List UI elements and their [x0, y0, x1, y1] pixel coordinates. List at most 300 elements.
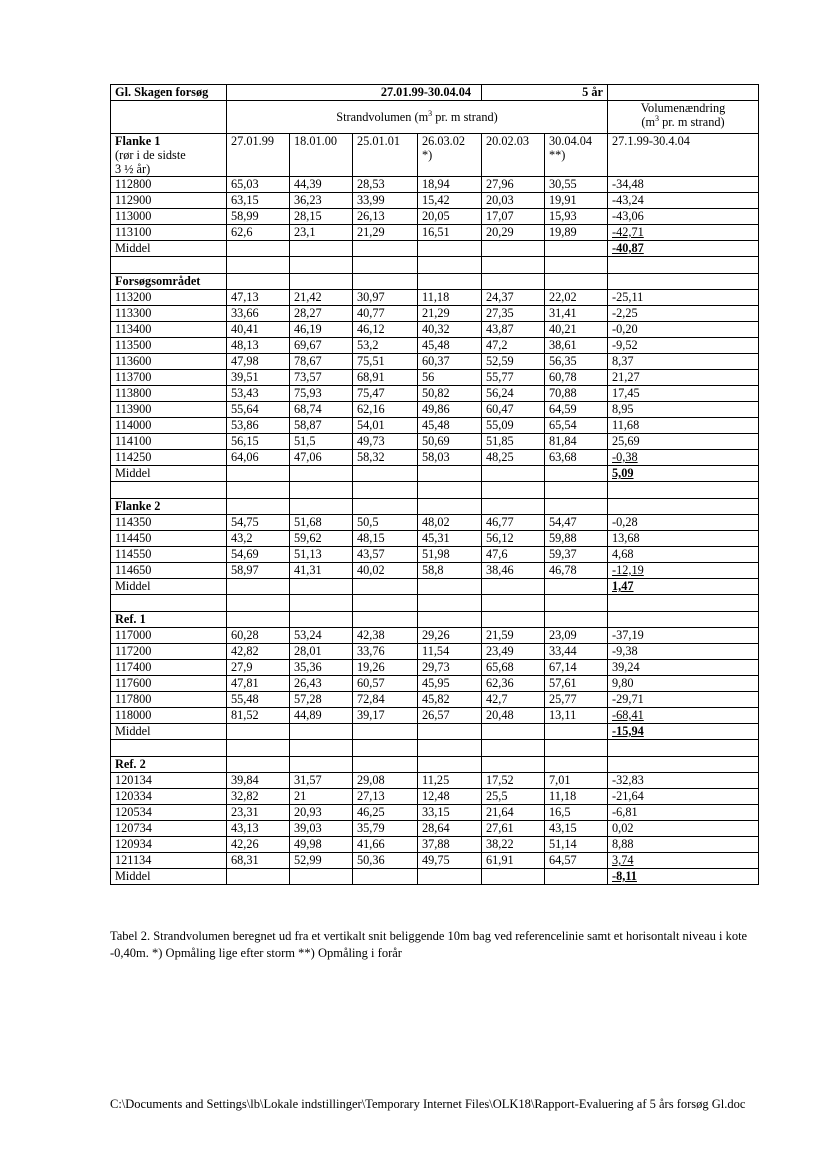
- volume-value: 55,48: [227, 692, 290, 708]
- volume-value: 58,87: [290, 418, 353, 434]
- volume-value: 45,82: [418, 692, 482, 708]
- table-title-row: [111, 85, 759, 101]
- volume-value: 41,31: [290, 563, 353, 579]
- volume-value: 28,27: [290, 306, 353, 322]
- empty-cell: [545, 579, 608, 595]
- volume-value: 54,47: [545, 515, 608, 531]
- empty-cell: [290, 612, 353, 628]
- empty-cell: [227, 241, 290, 257]
- date-column-header: 20.02.03: [482, 134, 545, 177]
- section-title: Forsøgsområdet: [111, 274, 227, 290]
- mean-value: -40,87: [608, 241, 759, 257]
- volume-value: 43,13: [227, 821, 290, 837]
- volume-change-value: 17,45: [608, 386, 759, 402]
- profile-id: 114350: [111, 515, 227, 531]
- profile-id: 120134: [111, 773, 227, 789]
- volume-value: 38,46: [482, 563, 545, 579]
- table-row: [111, 563, 759, 579]
- volume-value: 53,86: [227, 418, 290, 434]
- mean-value: -8,11: [608, 869, 759, 885]
- volume-value: 42,38: [353, 628, 418, 644]
- empty-cell: [545, 740, 608, 757]
- volume-value: 43,87: [482, 322, 545, 338]
- profile-id: 117000: [111, 628, 227, 644]
- volume-value: 51,98: [418, 547, 482, 563]
- survey-duration: 5 år: [482, 85, 608, 101]
- group-header-empty-cell: [111, 101, 227, 134]
- volume-value: 68,31: [227, 853, 290, 869]
- profile-id: 121134: [111, 853, 227, 869]
- volume-value: 25,5: [482, 789, 545, 805]
- volume-value: 29,26: [418, 628, 482, 644]
- empty-cell: [353, 241, 418, 257]
- volume-value: 31,57: [290, 773, 353, 789]
- empty-cell: [353, 499, 418, 515]
- empty-cell: [290, 274, 353, 290]
- volume-value: 48,15: [353, 531, 418, 547]
- empty-cell: [290, 724, 353, 740]
- volume-value: 67,14: [545, 660, 608, 676]
- empty-cell: [353, 274, 418, 290]
- volume-value: 33,15: [418, 805, 482, 821]
- profile-id: 113300: [111, 306, 227, 322]
- volume-value: 21: [290, 789, 353, 805]
- profile-id: 113800: [111, 386, 227, 402]
- volume-value: 60,28: [227, 628, 290, 644]
- volume-value: 59,88: [545, 531, 608, 547]
- volume-value: 18,94: [418, 177, 482, 193]
- volume-value: 46,12: [353, 322, 418, 338]
- empty-cell: [545, 257, 608, 274]
- empty-cell: [482, 757, 545, 773]
- empty-cell: [482, 612, 545, 628]
- volume-value: 65,54: [545, 418, 608, 434]
- profile-id: 114000: [111, 418, 227, 434]
- volume-value: 57,61: [545, 676, 608, 692]
- profile-id: 113600: [111, 354, 227, 370]
- mean-value: -15,94: [608, 724, 759, 740]
- volume-value: 55,09: [482, 418, 545, 434]
- volume-change-value: 39,24: [608, 660, 759, 676]
- volume-value: 20,29: [482, 225, 545, 241]
- empty-cell: [353, 482, 418, 499]
- volume-value: 21,59: [482, 628, 545, 644]
- volume-value: 29,73: [418, 660, 482, 676]
- mean-label: Middel: [111, 579, 227, 595]
- volume-value: 47,06: [290, 450, 353, 466]
- volume-value: 40,77: [353, 306, 418, 322]
- volume-value: 55,64: [227, 402, 290, 418]
- volume-value: 39,17: [353, 708, 418, 724]
- empty-cell: [418, 869, 482, 885]
- volume-change-value: 13,68: [608, 531, 759, 547]
- empty-cell: [482, 595, 545, 612]
- table-row: [111, 402, 759, 418]
- mean-value: 5,09: [608, 466, 759, 482]
- volume-change-value: 8,88: [608, 837, 759, 853]
- empty-cell: [608, 257, 759, 274]
- profile-id: 113400: [111, 322, 227, 338]
- empty-cell: [290, 482, 353, 499]
- section-title: Flanke 2: [111, 499, 227, 515]
- empty-cell: [227, 579, 290, 595]
- volume-value: 26,13: [353, 209, 418, 225]
- volume-change-value: -43,06: [608, 209, 759, 225]
- volume-change-value: -12,19: [608, 563, 759, 579]
- volume-value: 40,32: [418, 322, 482, 338]
- volume-value: 42,26: [227, 837, 290, 853]
- volume-value: 51,5: [290, 434, 353, 450]
- volume-change-value: 3,74: [608, 853, 759, 869]
- empty-cell: [290, 595, 353, 612]
- table-row: [111, 354, 759, 370]
- volume-value: 33,76: [353, 644, 418, 660]
- volume-change-value: 9,80: [608, 676, 759, 692]
- volume-value: 47,98: [227, 354, 290, 370]
- volume-value: 37,88: [418, 837, 482, 853]
- volume-value: 23,49: [482, 644, 545, 660]
- empty-cell: [482, 482, 545, 499]
- volume-value: 28,01: [290, 644, 353, 660]
- table-row: [111, 708, 759, 724]
- empty-cell: [545, 724, 608, 740]
- volume-value: 60,57: [353, 676, 418, 692]
- survey-period: 27.01.99-30.04.04: [227, 85, 482, 101]
- volume-value: 42,82: [227, 644, 290, 660]
- empty-cell: [290, 241, 353, 257]
- volume-change-value: -34,48: [608, 177, 759, 193]
- mean-label: Middel: [111, 241, 227, 257]
- empty-cell: [418, 466, 482, 482]
- empty-cell: [608, 499, 759, 515]
- empty-cell: [353, 579, 418, 595]
- mean-row: [111, 724, 759, 740]
- volume-table-container: [110, 84, 760, 885]
- table-row: [111, 676, 759, 692]
- empty-cell: [353, 612, 418, 628]
- volume-group-header: Strandvolumen ($m^3$ pr. m strand): [227, 101, 608, 134]
- profile-id: 113100: [111, 225, 227, 241]
- volume-value: 59,37: [545, 547, 608, 563]
- volume-change-header: Volumenændring ($m^3$ pr. m strand): [608, 101, 759, 134]
- volume-change-value: -37,19: [608, 628, 759, 644]
- volume-value: 60,47: [482, 402, 545, 418]
- table-row: [111, 306, 759, 322]
- empty-cell: [545, 595, 608, 612]
- volume-value: 40,41: [227, 322, 290, 338]
- table-row: [111, 660, 759, 676]
- volume-value: 12,48: [418, 789, 482, 805]
- volume-value: 48,13: [227, 338, 290, 354]
- volume-value: 50,5: [353, 515, 418, 531]
- volume-value: 81,84: [545, 434, 608, 450]
- empty-cell: [353, 740, 418, 757]
- empty-cell: [111, 595, 227, 612]
- profile-id: 117200: [111, 644, 227, 660]
- volume-value: 39,51: [227, 370, 290, 386]
- mean-label: Middel: [111, 466, 227, 482]
- empty-cell: [227, 595, 290, 612]
- volume-value: 20,03: [482, 193, 545, 209]
- empty-cell: [545, 869, 608, 885]
- section-header-row: [111, 499, 759, 515]
- profile-id: 114450: [111, 531, 227, 547]
- volume-value: 45,48: [418, 338, 482, 354]
- profile-id: 113700: [111, 370, 227, 386]
- volume-value: 58,99: [227, 209, 290, 225]
- volume-value: 46,77: [482, 515, 545, 531]
- profile-id: 120334: [111, 789, 227, 805]
- volume-value: 11,25: [418, 773, 482, 789]
- volume-value: 61,91: [482, 853, 545, 869]
- volume-value: 21,29: [418, 306, 482, 322]
- volume-value: 35,36: [290, 660, 353, 676]
- profile-id: 120734: [111, 821, 227, 837]
- profile-id: 113200: [111, 290, 227, 306]
- volume-value: 58,8: [418, 563, 482, 579]
- volume-value: 23,09: [545, 628, 608, 644]
- table-row: [111, 434, 759, 450]
- volume-value: 16,5: [545, 805, 608, 821]
- volume-value: 40,21: [545, 322, 608, 338]
- volume-value: 63,15: [227, 193, 290, 209]
- empty-cell: [482, 740, 545, 757]
- profile-id: 114650: [111, 563, 227, 579]
- volume-value: 27,35: [482, 306, 545, 322]
- volume-value: 48,02: [418, 515, 482, 531]
- volume-value: 68,91: [353, 370, 418, 386]
- volume-value: 33,66: [227, 306, 290, 322]
- volume-value: 15,42: [418, 193, 482, 209]
- empty-cell: [545, 499, 608, 515]
- table-row: [111, 628, 759, 644]
- volume-value: 53,2: [353, 338, 418, 354]
- volume-value: 43,2: [227, 531, 290, 547]
- date-column-header: 25.01.01: [353, 134, 418, 177]
- volume-change-value: -9,38: [608, 644, 759, 660]
- volume-value: 62,16: [353, 402, 418, 418]
- empty-cell: [290, 499, 353, 515]
- mean-row: [111, 579, 759, 595]
- profile-id: 112900: [111, 193, 227, 209]
- volume-value: 35,79: [353, 821, 418, 837]
- mean-value: 1,47: [608, 579, 759, 595]
- volume-value: 27,96: [482, 177, 545, 193]
- empty-cell: [545, 466, 608, 482]
- empty-cell: [111, 482, 227, 499]
- volume-value: 21,29: [353, 225, 418, 241]
- volume-change-value: -0,38: [608, 450, 759, 466]
- volume-change-value: 11,68: [608, 418, 759, 434]
- volume-value: 62,36: [482, 676, 545, 692]
- volume-value: 28,15: [290, 209, 353, 225]
- empty-cell: [290, 740, 353, 757]
- volume-value: 64,57: [545, 853, 608, 869]
- volume-value: 56,12: [482, 531, 545, 547]
- volume-value: 63,68: [545, 450, 608, 466]
- mean-label: Middel: [111, 869, 227, 885]
- empty-cell: [482, 499, 545, 515]
- beach-volume-table: [110, 84, 759, 885]
- empty-cell: [290, 466, 353, 482]
- volume-value: 50,82: [418, 386, 482, 402]
- section-title: Flanke 1 (rør i de sidste 3 ½ år): [111, 134, 227, 177]
- volume-value: 31,41: [545, 306, 608, 322]
- volume-value: 40,02: [353, 563, 418, 579]
- volume-value: 44,89: [290, 708, 353, 724]
- volume-value: 21,64: [482, 805, 545, 821]
- volume-change-value: 21,27: [608, 370, 759, 386]
- empty-cell: [227, 740, 290, 757]
- volume-value: 13,11: [545, 708, 608, 724]
- empty-cell: [545, 757, 608, 773]
- empty-cell: [353, 595, 418, 612]
- empty-cell: [608, 612, 759, 628]
- volume-value: 43,15: [545, 821, 608, 837]
- table-row: [111, 515, 759, 531]
- volume-value: 52,59: [482, 354, 545, 370]
- profile-id: 117600: [111, 676, 227, 692]
- table-row: [111, 338, 759, 354]
- volume-value: 47,13: [227, 290, 290, 306]
- volume-value: 33,44: [545, 644, 608, 660]
- volume-value: 21,42: [290, 290, 353, 306]
- site-name: Gl. Skagen forsøg: [111, 85, 227, 101]
- volume-value: 43,57: [353, 547, 418, 563]
- profile-id: 113900: [111, 402, 227, 418]
- volume-value: 38,22: [482, 837, 545, 853]
- volume-value: 64,59: [545, 402, 608, 418]
- volume-value: 47,2: [482, 338, 545, 354]
- empty-cell: [290, 257, 353, 274]
- volume-value: 20,48: [482, 708, 545, 724]
- volume-value: 33,99: [353, 193, 418, 209]
- volume-value: 20,05: [418, 209, 482, 225]
- profile-id: 114100: [111, 434, 227, 450]
- empty-cell: [418, 757, 482, 773]
- volume-value: 49,75: [418, 853, 482, 869]
- volume-value: 75,93: [290, 386, 353, 402]
- volume-value: 23,31: [227, 805, 290, 821]
- table-row: [111, 386, 759, 402]
- volume-value: 23,1: [290, 225, 353, 241]
- empty-cell: [111, 740, 227, 757]
- volume-value: 42,7: [482, 692, 545, 708]
- empty-cell: [353, 466, 418, 482]
- section-title: Ref. 1: [111, 612, 227, 628]
- empty-cell: [608, 482, 759, 499]
- volume-value: 50,36: [353, 853, 418, 869]
- volume-value: 47,6: [482, 547, 545, 563]
- volume-value: 26,43: [290, 676, 353, 692]
- table-row: [111, 225, 759, 241]
- empty-cell: [227, 274, 290, 290]
- volume-value: 65,68: [482, 660, 545, 676]
- volume-value: 58,03: [418, 450, 482, 466]
- empty-cell: [353, 257, 418, 274]
- volume-value: 69,67: [290, 338, 353, 354]
- volume-value: 25,77: [545, 692, 608, 708]
- profile-id: 114550: [111, 547, 227, 563]
- volume-value: 59,62: [290, 531, 353, 547]
- date-column-header: 27.01.99: [227, 134, 290, 177]
- volume-value: 19,91: [545, 193, 608, 209]
- volume-value: 51,85: [482, 434, 545, 450]
- empty-cell: [227, 612, 290, 628]
- volume-value: 44,39: [290, 177, 353, 193]
- volume-change-value: -42,71: [608, 225, 759, 241]
- table-row: [111, 805, 759, 821]
- volume-value: 19,26: [353, 660, 418, 676]
- table-row: [111, 193, 759, 209]
- empty-cell: [608, 274, 759, 290]
- table-row: [111, 418, 759, 434]
- table-row: [111, 531, 759, 547]
- volume-value: 54,75: [227, 515, 290, 531]
- volume-change-value: 8,95: [608, 402, 759, 418]
- volume-value: 48,25: [482, 450, 545, 466]
- empty-cell: [482, 869, 545, 885]
- mean-row: [111, 869, 759, 885]
- volume-value: 41,66: [353, 837, 418, 853]
- volume-value: 30,97: [353, 290, 418, 306]
- document-path-footer: C:\Documents and Settings\lb\Lokale indstillinger\Temporary Internet Files\OLK18\Rapport-Evaluering af 5 års forsøg Gl.doc: [110, 1097, 746, 1111]
- empty-cell: [111, 257, 227, 274]
- empty-cell: [482, 579, 545, 595]
- date-column-header: 30.04.04 **): [545, 134, 608, 177]
- empty-cell: [545, 274, 608, 290]
- volume-change-value: -29,71: [608, 692, 759, 708]
- section-title: Ref. 2: [111, 757, 227, 773]
- volume-value: 52,99: [290, 853, 353, 869]
- volume-value: 53,43: [227, 386, 290, 402]
- volume-value: 56: [418, 370, 482, 386]
- section-header-row: [111, 134, 759, 177]
- table-caption: Tabel 2. Strandvolumen beregnet ud fra et vertikalt snit beliggende 10m bag ved referencelinie samt et horisontalt niveau i kote -0,40m. *) Opmåling lige efter storm **) Opmåling i forår: [110, 929, 748, 960]
- table-row: [111, 821, 759, 837]
- volume-change-value: 25,69: [608, 434, 759, 450]
- profile-id: 117800: [111, 692, 227, 708]
- empty-cell: [608, 757, 759, 773]
- volume-value: 60,78: [545, 370, 608, 386]
- volume-value: 51,68: [290, 515, 353, 531]
- empty-cell: [545, 241, 608, 257]
- section-header-row: [111, 757, 759, 773]
- empty-cell: [418, 595, 482, 612]
- volume-value: 28,53: [353, 177, 418, 193]
- volume-value: 24,37: [482, 290, 545, 306]
- volume-value: 51,13: [290, 547, 353, 563]
- volume-value: 62,6: [227, 225, 290, 241]
- empty-cell: [418, 274, 482, 290]
- profile-id: 120534: [111, 805, 227, 821]
- volume-value: 60,37: [418, 354, 482, 370]
- volume-value: 11,18: [545, 789, 608, 805]
- empty-cell: [418, 579, 482, 595]
- volume-value: 53,24: [290, 628, 353, 644]
- empty-cell: [290, 757, 353, 773]
- volume-value: 70,88: [545, 386, 608, 402]
- volume-value: 26,57: [418, 708, 482, 724]
- volume-value: 39,84: [227, 773, 290, 789]
- empty-cell: [482, 257, 545, 274]
- empty-cell: [482, 466, 545, 482]
- empty-cell: [227, 724, 290, 740]
- volume-value: 46,25: [353, 805, 418, 821]
- volume-value: 15,93: [545, 209, 608, 225]
- volume-change-value: -25,11: [608, 290, 759, 306]
- empty-cell: [545, 612, 608, 628]
